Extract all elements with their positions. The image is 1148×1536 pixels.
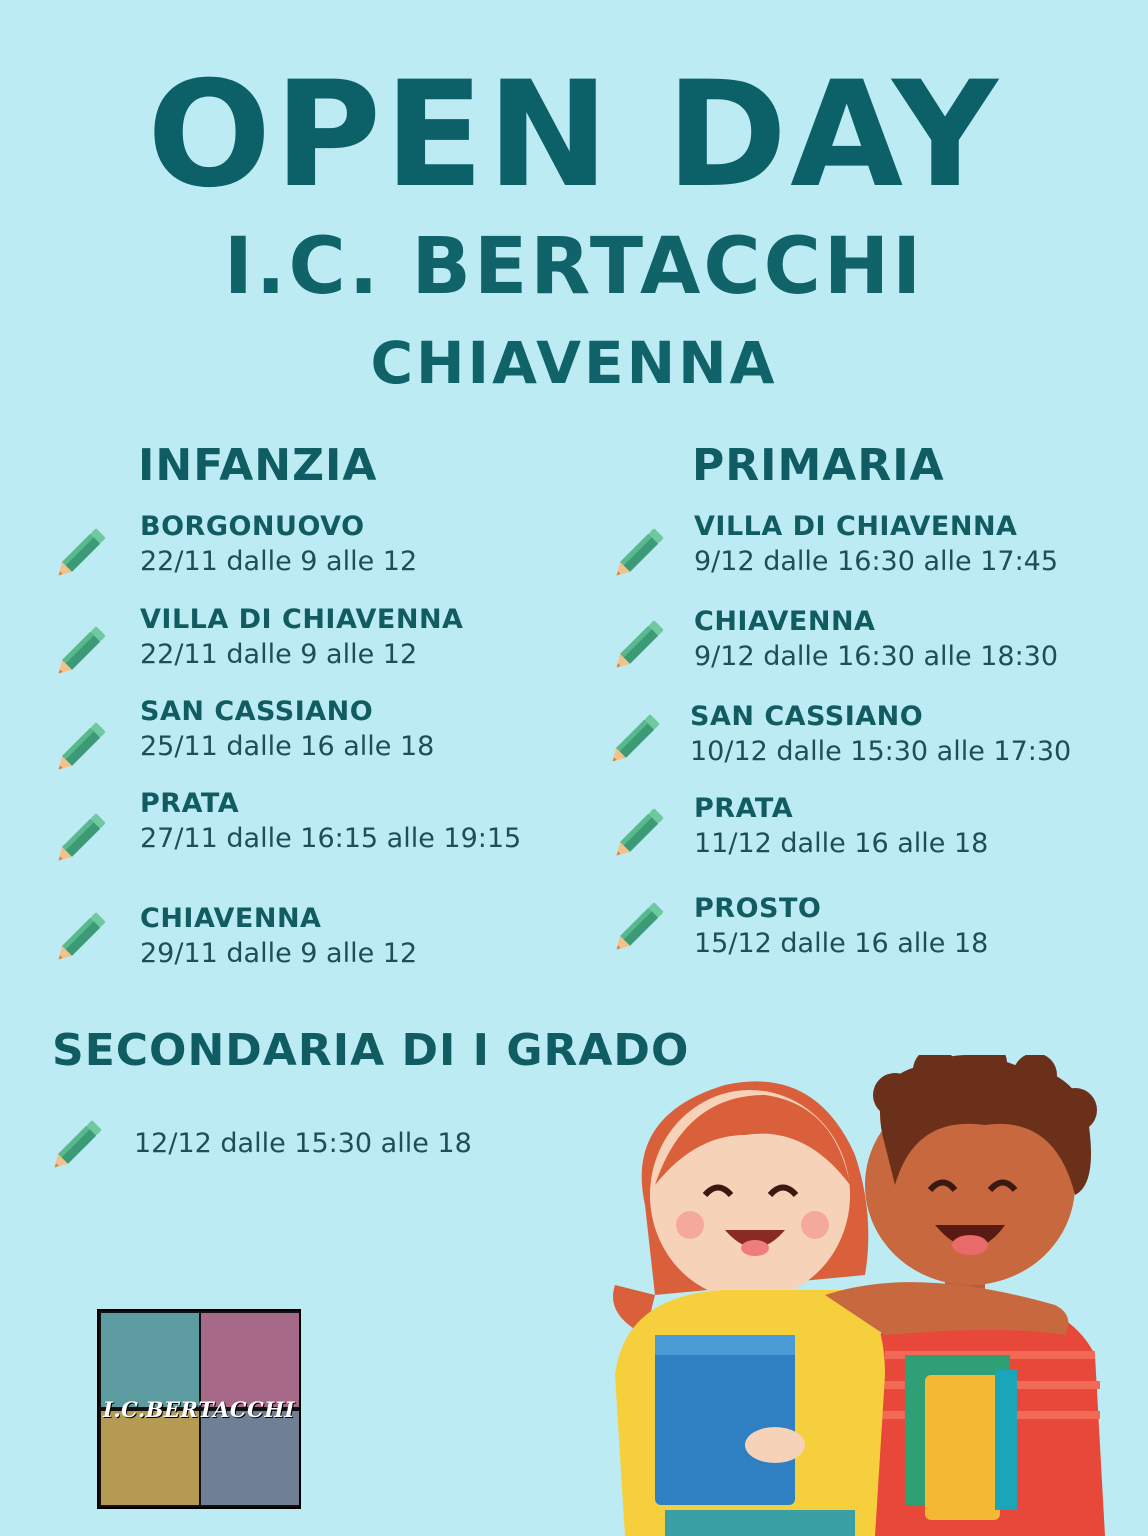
school-label: BORGONUOVO (140, 511, 365, 542)
school-label: SAN CASSIANO (690, 701, 924, 732)
school-label: CHIAVENNA (694, 606, 876, 637)
pencil-icon (52, 803, 116, 867)
pencil-icon (52, 616, 116, 680)
school-label: CHIAVENNA (140, 903, 322, 934)
schedule-text: 29/11 dalle 9 alle 12 (140, 938, 418, 969)
city-name: CHIAVENNA (370, 329, 778, 397)
school-label: SAN CASSIANO (140, 696, 374, 727)
schedule-text: 9/12 dalle 16:30 alle 18:30 (694, 641, 1059, 672)
schedule-text: 22/11 dalle 9 alle 12 (140, 546, 418, 577)
pencil-icon (52, 712, 116, 776)
schedule-text: 25/11 dalle 16 alle 18 (140, 731, 435, 762)
list-item (134, 1126, 472, 1162)
schedule-text: 11/12 dalle 16 alle 18 (694, 828, 989, 859)
portrait-tile (101, 1411, 199, 1505)
schedule-text: 22/11 dalle 9 alle 12 (140, 639, 418, 670)
pencil-icon (610, 798, 674, 862)
school-label: PRATA (140, 788, 240, 819)
logo-text: I.C.BERTACCHI (103, 1397, 295, 1422)
school-logo (97, 1309, 301, 1509)
schedule-text: 12/12 dalle 15:30 alle 18 (134, 1128, 472, 1159)
list-item (140, 902, 417, 972)
schedule-text: 27/11 dalle 16:15 alle 19:15 (140, 823, 522, 854)
portrait-tile (201, 1313, 299, 1407)
list-item (694, 792, 988, 862)
list-item (694, 510, 1058, 580)
portrait-tile (101, 1313, 199, 1407)
school-label: VILLA DI CHIAVENNA (694, 511, 1018, 542)
pencil-icon (610, 892, 674, 956)
secondaria-heading: SECONDARIA DI I GRADO (52, 1025, 690, 1076)
list-item (140, 787, 521, 857)
school-label: VILLA DI CHIAVENNA (140, 604, 464, 635)
list-item (140, 510, 417, 580)
portrait-tile (201, 1411, 299, 1505)
girl-figure (613, 1081, 885, 1536)
schedule-text: 9/12 dalle 16:30 alle 17:45 (694, 546, 1059, 577)
pencil-icon (48, 1110, 112, 1174)
list-item (690, 700, 1071, 770)
schedule-text: 15/12 dalle 16 alle 18 (694, 928, 989, 959)
school-label: PRATA (694, 793, 794, 824)
children-illustration (585, 1055, 1140, 1536)
list-item (694, 605, 1058, 675)
pencil-icon (610, 518, 674, 582)
page-title: OPEN DAY (147, 50, 1001, 220)
list-item (140, 603, 463, 673)
list-item (694, 892, 988, 962)
pencil-icon (610, 610, 674, 674)
primaria-heading: PRIMARIA (692, 440, 945, 491)
school-name: I.C. BERTACCHI (223, 222, 925, 312)
pencil-icon (52, 518, 116, 582)
schedule-text: 10/12 dalle 15:30 alle 17:30 (690, 736, 1072, 767)
school-label: PROSTO (694, 893, 822, 924)
list-item (140, 695, 434, 765)
pencil-icon (606, 704, 670, 768)
pencil-icon (52, 902, 116, 966)
infanzia-heading: INFANZIA (138, 440, 378, 491)
